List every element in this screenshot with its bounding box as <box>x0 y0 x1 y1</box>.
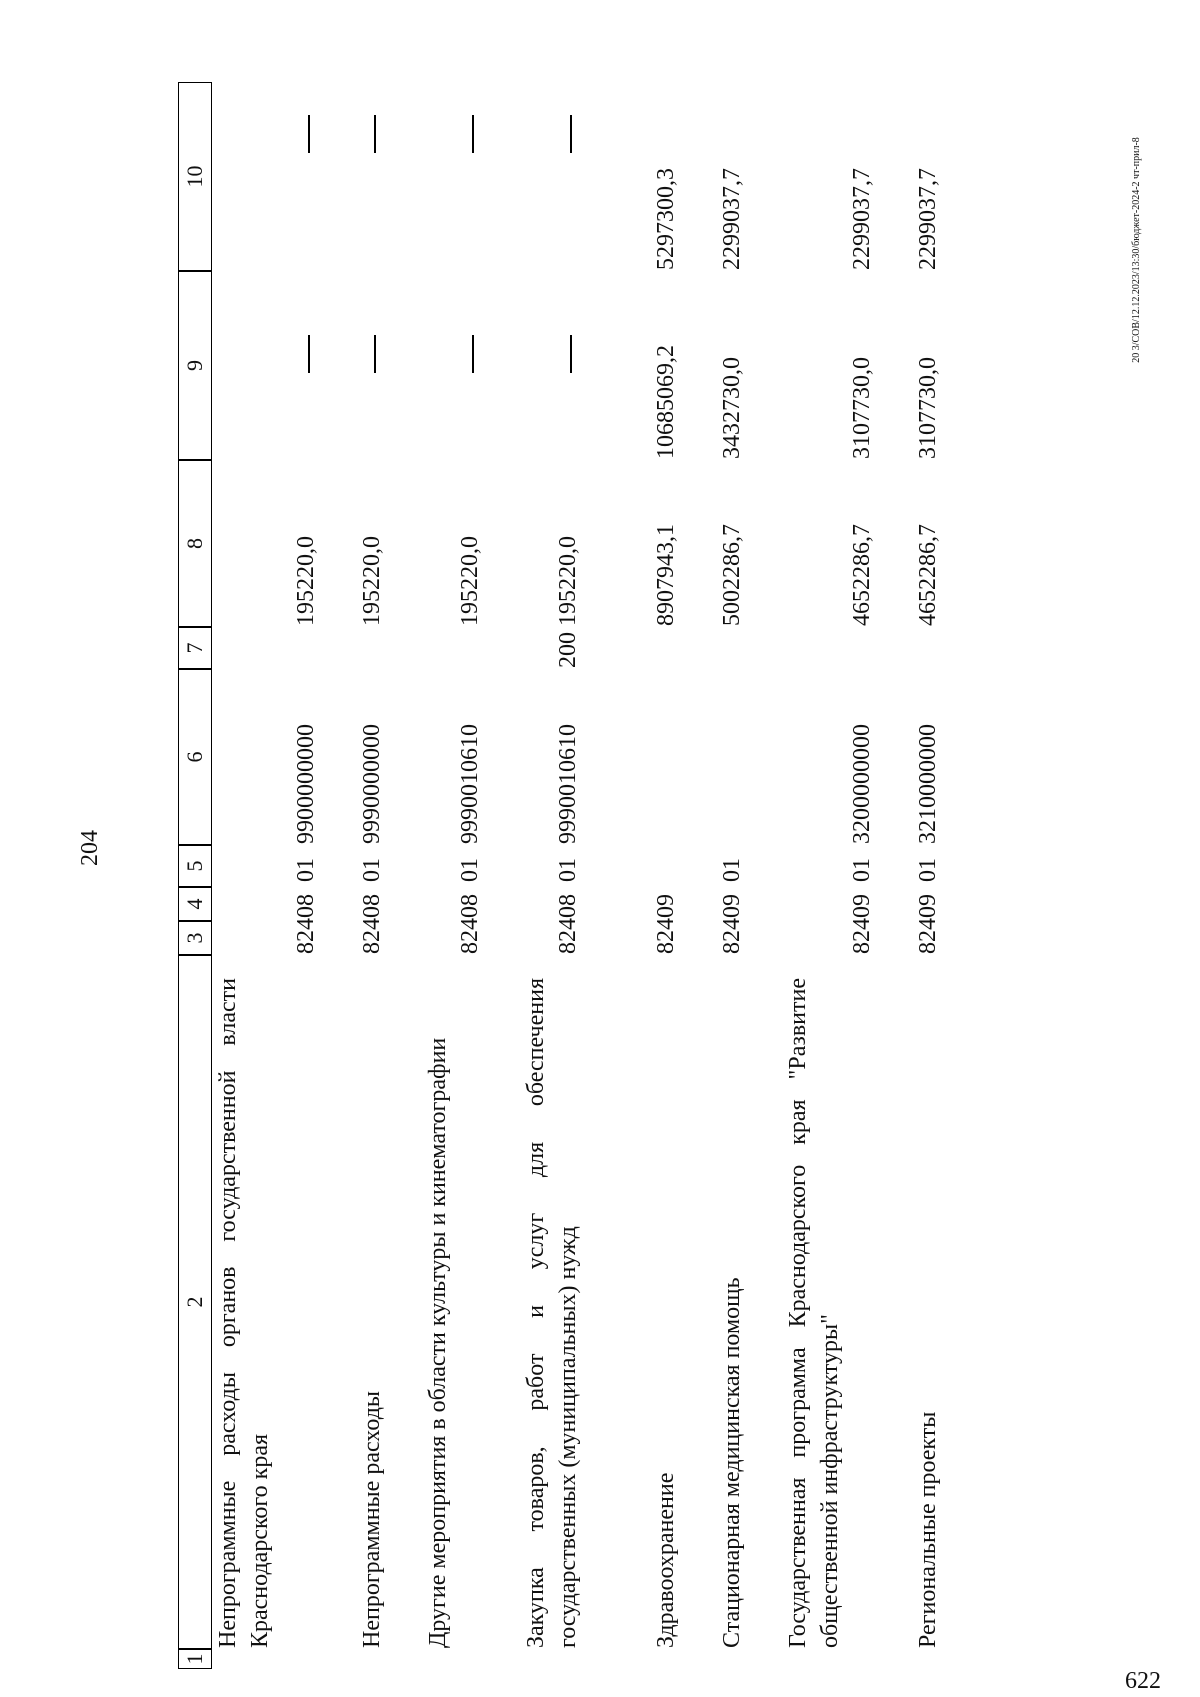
table-row <box>878 81 944 1668</box>
row-name: Стационарная медицинская помощь <box>719 1277 745 1648</box>
cell-c6: 3210000000 <box>915 724 941 844</box>
cell-c3: 824 <box>555 918 581 954</box>
cell-c3: 824 <box>849 918 875 954</box>
sheet-number: 622 <box>1125 1668 1161 1694</box>
cell-c8: 195220,0 <box>359 536 385 626</box>
cell-c9: 10685069,2 <box>653 345 679 459</box>
row-name: Другие мероприятия в области культуры и кинематографии <box>425 1037 451 1648</box>
cell-c8: 4652286,7 <box>915 524 941 626</box>
cell-c8: 195220,0 <box>293 536 319 626</box>
cell-c3: 824 <box>457 918 483 954</box>
header-col-5: 5 <box>178 845 212 887</box>
cell-c6: 9900000000 <box>293 724 319 844</box>
cell-c4: 08 <box>555 894 581 918</box>
header-col-4: 4 <box>178 887 212 921</box>
budget-table-rotated <box>178 81 1018 1668</box>
cell-c10-dash <box>374 115 376 153</box>
header-col-8: 8 <box>178 460 212 627</box>
row-name: Закупка товаров, работ и услуг для обеспечения государственных (муниципальных) нужд <box>523 978 581 1648</box>
cell-c4: 08 <box>359 894 385 918</box>
cell-c9-dash <box>374 335 376 373</box>
cell-c6: 9990010610 <box>457 724 483 844</box>
cell-c3: 824 <box>719 918 745 954</box>
cell-c6: 9990010610 <box>555 724 581 844</box>
header-col-6: 6 <box>178 669 212 845</box>
cell-c9-dash <box>570 335 572 373</box>
table-row <box>748 81 878 1668</box>
cell-c7: 200 <box>555 632 581 668</box>
cell-c10: 5297300,3 <box>653 168 679 270</box>
cell-c3: 824 <box>359 918 385 954</box>
cell-c5: 01 <box>915 858 941 882</box>
cell-c8: 4652286,7 <box>849 524 875 626</box>
table-row <box>388 81 486 1668</box>
cell-c4: 09 <box>653 894 679 918</box>
row-name: Непрограммные расходы <box>359 1390 385 1648</box>
cell-c5: 01 <box>359 858 385 882</box>
table-row <box>322 81 388 1668</box>
cell-c5: 01 <box>719 858 745 882</box>
cell-c10: 2299037,7 <box>719 168 745 270</box>
cell-c6: 3200000000 <box>849 724 875 844</box>
cell-c9-dash <box>308 335 310 373</box>
cell-c4: 09 <box>849 894 875 918</box>
cell-c4: 08 <box>293 894 319 918</box>
table-row <box>682 81 748 1668</box>
cell-c10: 2299037,7 <box>849 168 875 270</box>
header-col-9: 9 <box>178 271 212 460</box>
table-row <box>616 81 682 1668</box>
cell-c3: 824 <box>915 918 941 954</box>
cell-c8: 5002286,7 <box>719 524 745 626</box>
cell-c10: 2299037,7 <box>915 168 941 270</box>
row-name: Здравоохранение <box>653 1472 679 1648</box>
cell-c9-dash <box>472 335 474 373</box>
table-header <box>178 81 212 1668</box>
budget-table <box>178 81 1018 1668</box>
cell-c9: 3432730,0 <box>719 357 745 459</box>
document-stamp: 20 3/СОВ/12.12.2023/13:30/бюджет-2024-2 чт-прил-8 <box>1131 137 1142 363</box>
cell-c8: 195220,0 <box>555 536 581 626</box>
page-number: 204 <box>77 830 103 866</box>
cell-c5: 01 <box>293 858 319 882</box>
cell-c4: 09 <box>915 894 941 918</box>
row-name: Региональные проекты <box>915 1411 941 1648</box>
cell-c3: 824 <box>653 918 679 954</box>
cell-c10-dash <box>308 115 310 153</box>
cell-c8: 195220,0 <box>457 536 483 626</box>
cell-c5: 01 <box>849 858 875 882</box>
cell-c5: 01 <box>457 858 483 882</box>
cell-c9: 3107730,0 <box>915 357 941 459</box>
table-row <box>212 81 322 1668</box>
row-name: Непрограммные расходы органов государственной власти Краснодарского края <box>215 978 273 1648</box>
cell-c9: 3107730,0 <box>849 357 875 459</box>
header-col-2: 2 <box>178 955 212 1649</box>
cell-c4: 08 <box>457 894 483 918</box>
cell-c10-dash <box>472 115 474 153</box>
cell-c8: 8907943,1 <box>653 524 679 626</box>
cell-c4: 09 <box>719 894 745 918</box>
header-col-7: 7 <box>178 627 212 669</box>
header-col-10: 10 <box>178 82 212 271</box>
cell-c10-dash <box>570 115 572 153</box>
header-col-3: 3 <box>178 921 212 955</box>
header-col-1: 1 <box>178 1649 212 1669</box>
cell-c6: 9990000000 <box>359 724 385 844</box>
cell-c5: 01 <box>555 858 581 882</box>
cell-c3: 824 <box>293 918 319 954</box>
table-row <box>486 81 616 1668</box>
row-name: Государственная программа Краснодарского края "Развитие общественной инфраструктуры" <box>785 978 843 1648</box>
